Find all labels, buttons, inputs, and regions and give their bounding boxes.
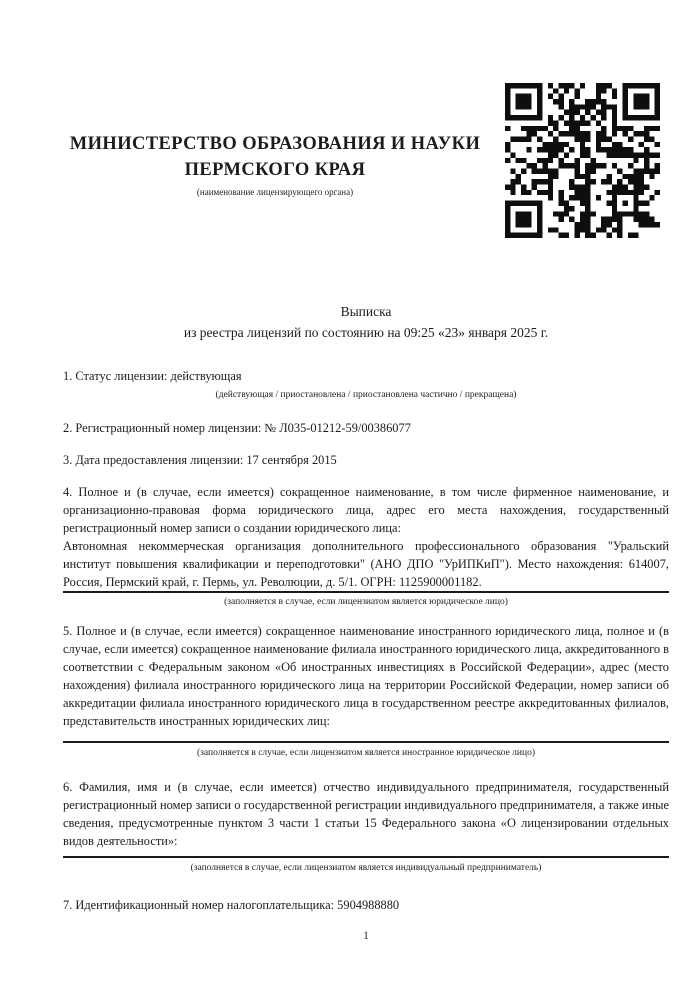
foreign-entity-section bbox=[63, 622, 669, 730]
license-status-line: 1. Статус лицензии: действующая bbox=[63, 369, 242, 383]
legal-entity-question: 4. Полное и (в случае, если имеется) сокращенное наименование, в том числе фирменное наименование, и организационно-правовая форма юридического лица, адрес его места нахождения, государственный регистрационный номер записи о создании юридического лица: bbox=[63, 485, 669, 535]
ministry-name-line1: МИНИСТЕРСТВО ОБРАЗОВАНИЯ И НАУКИ bbox=[69, 134, 481, 154]
ministry-name-caption: (наименование лицензирующего органа) bbox=[196, 187, 354, 197]
foreign-entity-question: 5. Полное и (в случае, если имеется) сокращенное наименование иностранного юридического лица, полное и (в случае, если имеется) сокращенное наименование филиала иностранного юридического лица, аккредитованного в соответствии с Федеральным законом «Об иностранных инвестициях в Российской Федерации», адрес (место нахождения) филиала иностранного юридического лица на территории Российской Федерации, номер записи об аккредитации филиала иностранного юридического лица в государственном реестре аккредитованных филиалов, представительств иностранных юридических лиц: bbox=[63, 624, 669, 728]
foreign-entity-caption: (заполняется в случае, если лицензиатом является иностранное юридическое лицо) bbox=[197, 748, 535, 758]
legal-entity-caption: (заполняется в случае, если лицензиатом является юридическое лицо) bbox=[224, 597, 508, 607]
inn-line: 7. Идентификационный номер налогоплательщика: 5904988880 bbox=[63, 898, 400, 912]
legal-entity-field-line bbox=[63, 591, 669, 593]
ministry-name-line2: ПЕРМСКОГО КРАЯ bbox=[184, 160, 366, 180]
status-options-caption: (действующая / приостановлена / приостановлена частично / прекращена) bbox=[215, 390, 517, 400]
legal-entity-section bbox=[63, 483, 669, 591]
entrepreneur-caption: (заполняется в случае, если лицензиатом является индивидуальный предприниматель) bbox=[190, 863, 542, 873]
licensing-authority-header bbox=[63, 131, 487, 198]
license-grant-date-line: 3. Дата предоставления лицензии: 17 сентября 2015 bbox=[63, 453, 337, 467]
foreign-entity-field-line bbox=[63, 741, 669, 743]
document-title: Выписка bbox=[340, 304, 392, 319]
license-number-line: 2. Регистрационный номер лицензии: № Л035-01212-59/00386077 bbox=[63, 421, 411, 435]
legal-entity-answer: Автономная некоммерческая организация дополнительного профессионального образования "Уральский институт повышения квалификации и переподготовки" (АНО ДПО "УрИПКиП"). Место нахождения: 614007, Россия, Пермский край, г. Пермь, ул. Революции, д. 5/1. ОГРН: 1125900001182. bbox=[63, 539, 669, 589]
qr-code-icon bbox=[505, 83, 660, 238]
document-title-block bbox=[63, 301, 669, 343]
entrepreneur-field-line bbox=[63, 856, 669, 858]
entrepreneur-section bbox=[63, 778, 669, 850]
entrepreneur-question: 6. Фамилия, имя и (в случае, если имеется) отчество индивидуального предпринимателя, государственный регистрационный номер записи о государственной регистрации индивидуального предпринимателя, а также иные сведения, предусмотренные пунктом 3 части 1 статьи 15 Федерального закона «О лицензировании отдельных видов деятельности»: bbox=[63, 780, 669, 848]
document-subtitle: из реестра лицензий по состоянию на 09:25 «23» января 2025 г. bbox=[183, 325, 549, 340]
page-number: 1 bbox=[363, 928, 369, 942]
